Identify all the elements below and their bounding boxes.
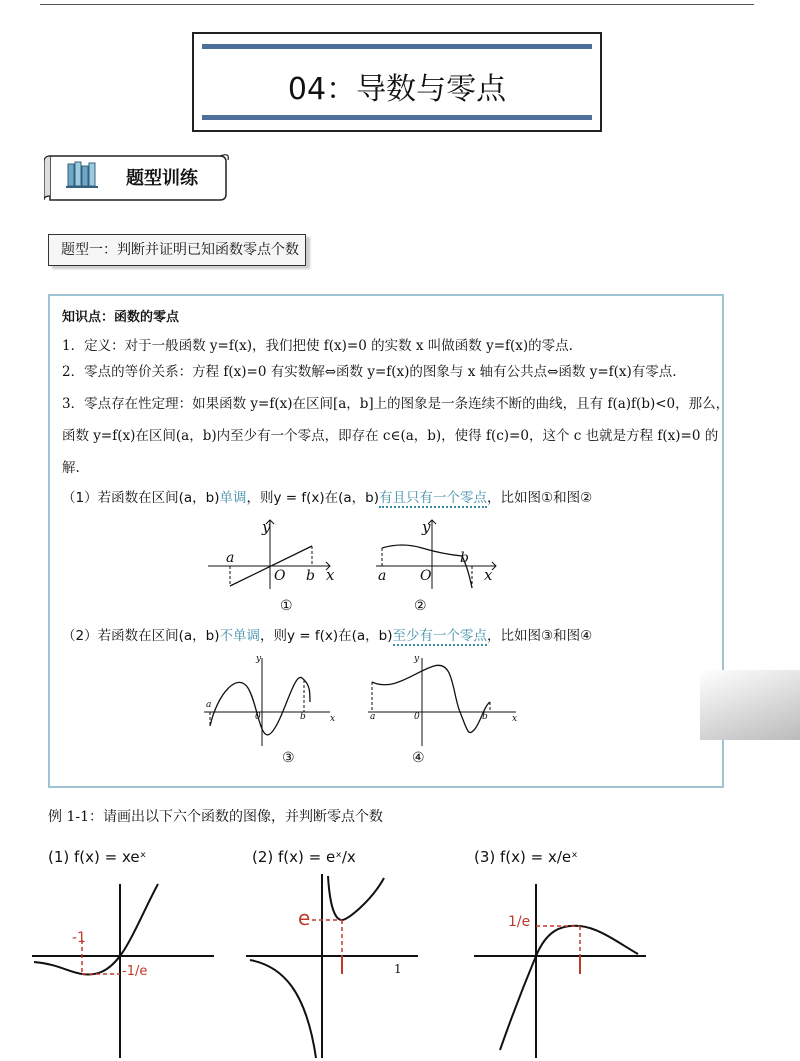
banner-label: 题型训练 — [126, 168, 198, 189]
case-1-pre: （1）若函数在区间(a，b) — [62, 490, 220, 506]
theorem-line-1: 3．零点存在性定理：如果函数 y=f(x)在区间[a，b]上的图象是一条连续不断的曲线，且有 f(a)f(b)<0，那么， — [62, 396, 730, 412]
fig4-label: ④ — [412, 750, 425, 766]
fig4-a: a — [370, 712, 376, 722]
fig3-label: ③ — [282, 750, 295, 766]
figure-3 — [198, 652, 338, 748]
fig2-y: y — [422, 518, 431, 536]
fig3-y: y — [256, 654, 262, 664]
title-bar-bottom — [202, 115, 592, 120]
title-box — [192, 32, 602, 132]
fig2-b: b — [460, 550, 469, 566]
sketch-3-y-mark: 1/e — [508, 914, 531, 930]
case-1-mid: ，则y = f(x)在(a，b) — [246, 490, 380, 506]
case-2-highlight: 不单调 — [219, 628, 260, 644]
case-1-highlight-2: 有且只有一个零点 — [379, 490, 488, 506]
case-1-highlight: 单调 — [219, 490, 247, 506]
sketch-1-x-mark: -1 — [72, 930, 86, 946]
fig1-a: a — [226, 550, 235, 566]
top-rule — [40, 4, 754, 5]
case-2-post: ，比如图③和图④ — [487, 628, 593, 644]
section-banner — [44, 150, 230, 202]
case-2-highlight-2: 至少有一个零点 — [392, 628, 488, 644]
case-1-line — [62, 486, 592, 506]
fig4-x: x — [512, 714, 518, 724]
knowledge-title: 知识点：函数的零点 — [62, 310, 180, 325]
fig3-o: 0 — [255, 712, 261, 722]
fig3-b: b — [300, 712, 306, 722]
case-2-mid: ，则y = f(x)在(a，b) — [259, 628, 393, 644]
type-heading: 题型一：判断并证明已知函数零点个数 — [48, 234, 306, 266]
fig2-a: a — [378, 568, 387, 584]
fig4-y: y — [414, 654, 420, 664]
fig1-label: ① — [280, 598, 293, 614]
equivalence-line: 2．零点的等价关系：方程 f(x)=0 有实数解⇔函数 y=f(x)的图象与 x 轴有公共点⇔函数 y=f(x)有零点. — [62, 364, 677, 380]
sketch-2-x-tick: 1 — [394, 962, 402, 976]
figure-2 — [372, 514, 502, 594]
fig1-y: y — [262, 518, 271, 536]
page-shadow — [700, 670, 800, 740]
books-icon — [66, 160, 98, 190]
fig4-o: 0 — [414, 712, 420, 722]
example-title: 例 1-1：请画出以下六个函数的图像，并判断零点个数 — [48, 809, 383, 825]
fig2-x: x — [484, 566, 493, 584]
fig1-o: O — [274, 568, 286, 584]
fig3-x: x — [330, 714, 336, 724]
sketch-2-y-mark: e — [298, 906, 311, 930]
function-2: (2) f(x) = eˣ/x — [252, 848, 356, 866]
fig4-b: b — [482, 712, 488, 722]
sketch-3 — [470, 880, 650, 1060]
definition-line: 1．定义：对于一般函数 y=f(x)，我们把使 f(x)=0 的实数 x 叫做函数 y=f(x)的零点. — [62, 338, 573, 354]
theorem-line-3: 解. — [62, 460, 80, 476]
case-2-pre: （2）若函数在区间(a，b) — [62, 628, 220, 644]
case-2-line — [62, 624, 592, 644]
fig2-label: ② — [414, 598, 427, 614]
knowledge-box — [48, 294, 730, 788]
case-1-post: ，比如图①和图② — [487, 490, 593, 506]
fig1-b: b — [306, 568, 315, 584]
page-title: 04：导数与零点 — [287, 72, 507, 107]
function-3: (3) f(x) = x/eˣ — [474, 848, 578, 866]
fig3-a: a — [206, 700, 212, 710]
theorem-line-2: 函数 y=f(x)在区间(a，b)内至少有一个零点，即存在 c∈(a，b)，使得 f(c)=0，这个 c 也就是方程 f(x)=0 的 — [62, 428, 719, 444]
title-bar-top — [202, 44, 592, 49]
sketch-1-y-mark: -1/e — [122, 964, 148, 979]
fig2-o: O — [420, 568, 432, 584]
function-1: (1) f(x) = xeˣ — [48, 848, 147, 866]
fig1-x: x — [326, 566, 335, 584]
figure-4 — [364, 652, 524, 748]
